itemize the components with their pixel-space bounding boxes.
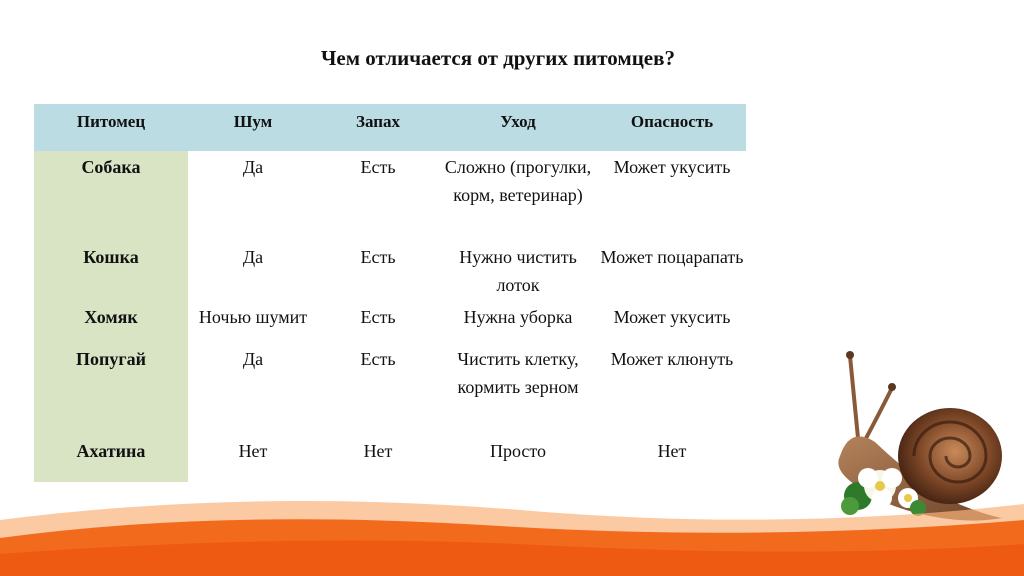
noise-cell: Да — [242, 157, 264, 177]
table-row — [34, 303, 746, 345]
table-row — [34, 151, 746, 243]
comparison-table — [34, 104, 746, 482]
header-noise: Шум — [188, 104, 318, 151]
care-cell: Чистить клетку, кормить зерном — [457, 349, 579, 397]
smell-cell: Есть — [360, 349, 396, 369]
care-cell: Нужна уборка — [463, 307, 573, 327]
wave-decoration — [0, 480, 1024, 576]
pet-name: Ахатина — [34, 437, 188, 482]
table-row — [34, 345, 746, 437]
noise-cell: Нет — [238, 441, 268, 461]
pet-name: Хомяк — [34, 303, 188, 345]
header-smell: Запах — [318, 104, 438, 151]
table-row — [34, 243, 746, 303]
danger-cell: Может клюнуть — [610, 349, 734, 369]
smell-cell: Есть — [360, 247, 396, 267]
noise-cell: Да — [242, 247, 264, 267]
table-row — [34, 437, 746, 482]
pet-name: Кошка — [34, 243, 188, 303]
danger-cell: Может поцарапать — [600, 247, 744, 267]
care-cell: Нужно чистить лоток — [459, 247, 577, 295]
table-header-row — [34, 104, 746, 151]
care-cell: Сложно (прогулки, корм, ветеринар) — [444, 157, 592, 205]
care-cell: Просто — [489, 441, 547, 461]
header-danger: Опасность — [598, 104, 746, 151]
danger-cell: Нет — [657, 441, 687, 461]
danger-cell: Может укусить — [613, 307, 731, 327]
eye-stalk — [850, 356, 858, 438]
danger-cell: Может укусить — [613, 157, 731, 177]
pet-name: Собака — [34, 151, 188, 243]
pet-name: Попугай — [34, 345, 188, 437]
noise-cell: Ночью шумит — [198, 307, 308, 327]
noise-cell: Да — [242, 349, 264, 369]
smell-cell: Есть — [360, 307, 396, 327]
header-care: Уход — [438, 104, 598, 151]
smell-cell: Нет — [363, 441, 393, 461]
smell-cell: Есть — [360, 157, 396, 177]
eye-stalk — [864, 388, 892, 442]
slide-title: Чем отличается от других питомцев? — [321, 46, 675, 70]
header-pet: Питомец — [34, 104, 188, 151]
